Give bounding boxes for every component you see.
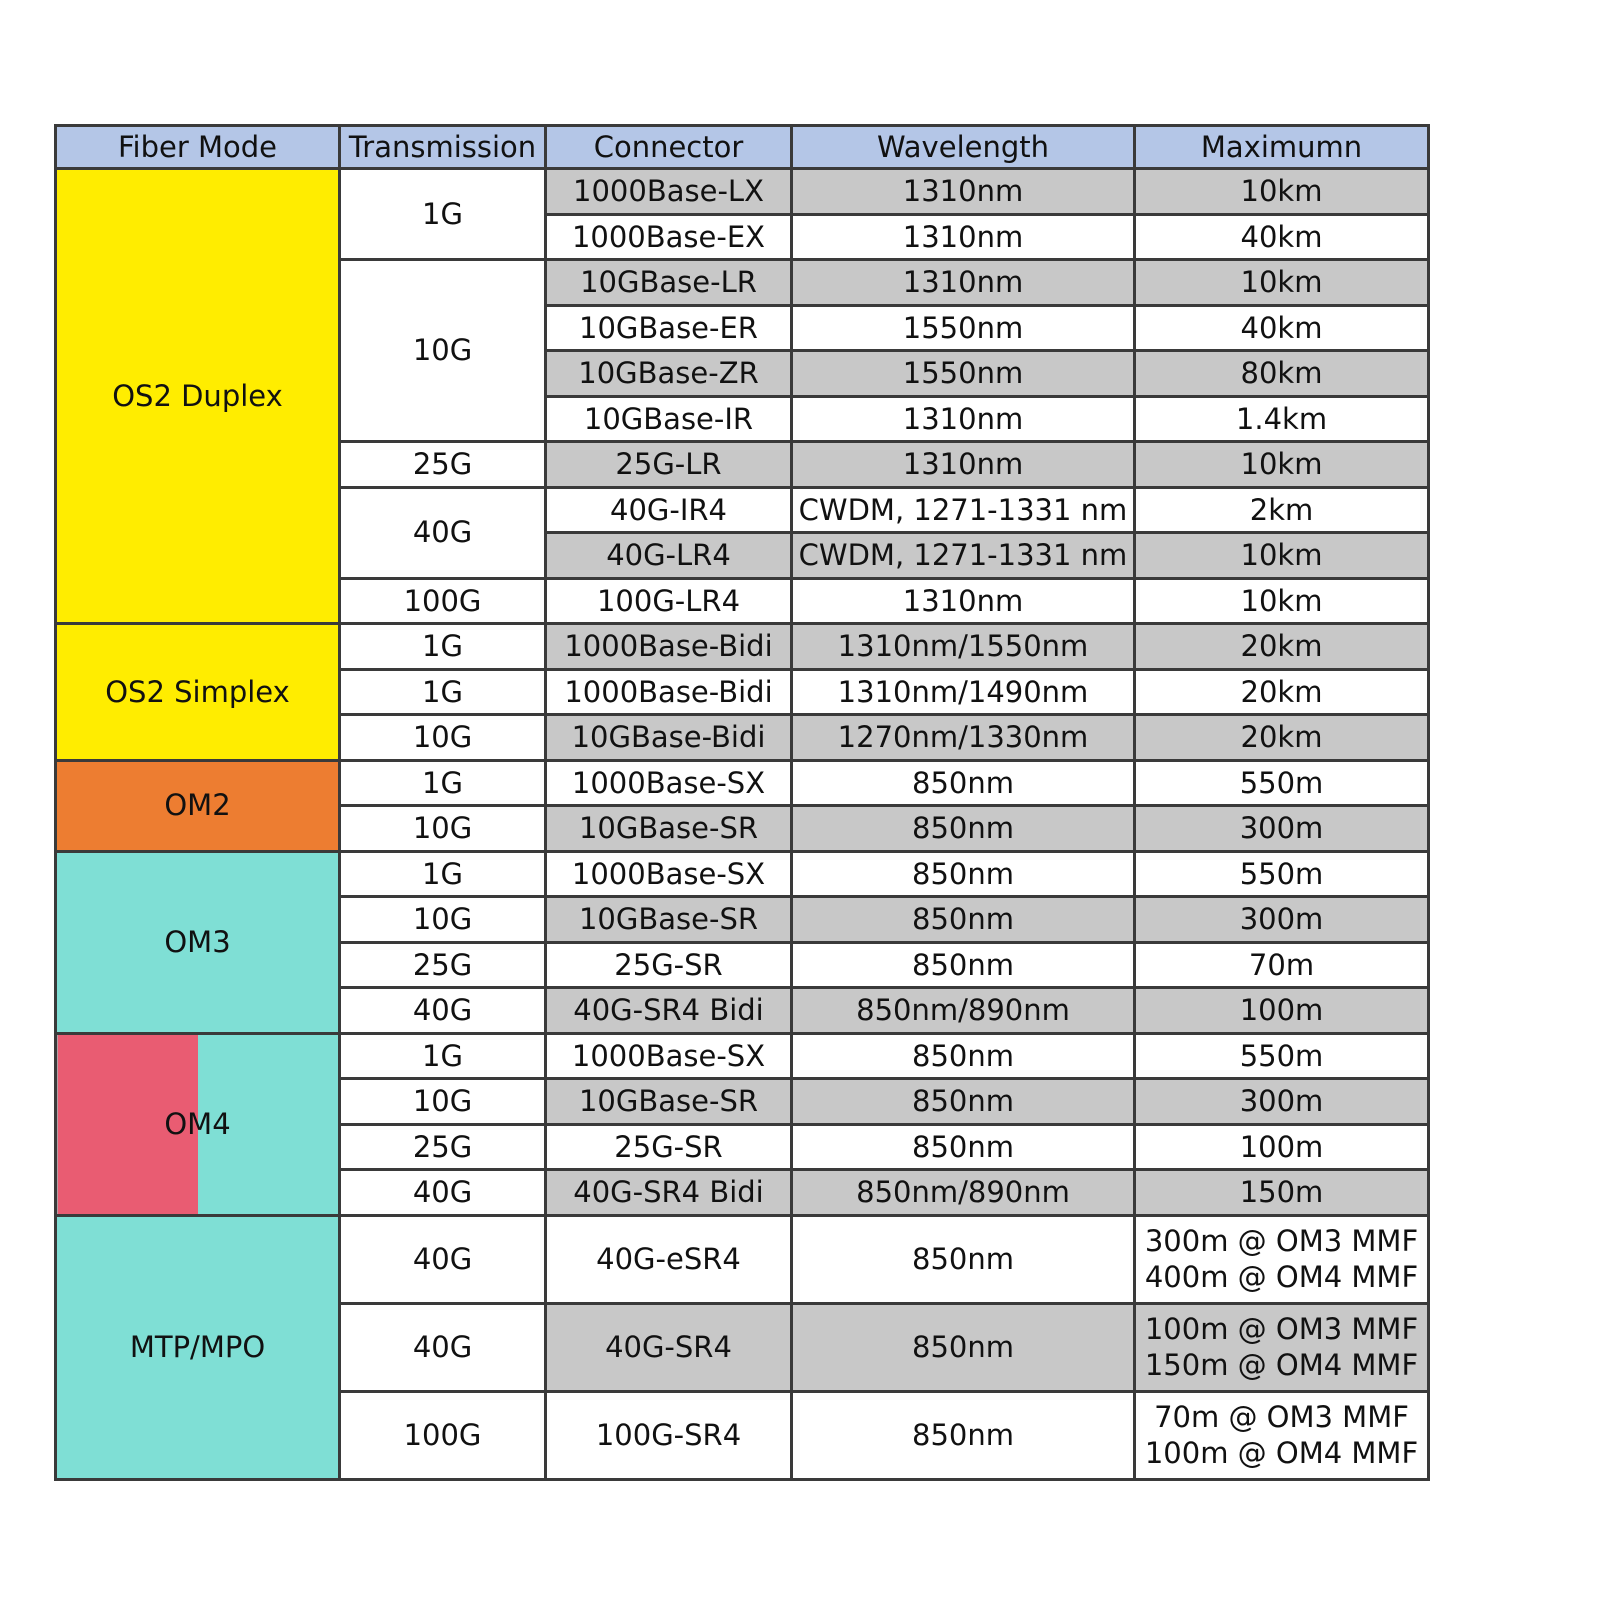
wavelength-cell: 1310nm [792, 578, 1135, 624]
connector-cell: 1000Base-SX [546, 851, 792, 897]
header-transmission: Transmission [340, 126, 546, 169]
header-wavelength: Wavelength [792, 126, 1135, 169]
table-row [56, 1215, 1429, 1303]
connector-cell: 10GBase-IR [546, 396, 792, 442]
connector-cell: 10GBase-LR [546, 260, 792, 306]
maximum-cell: 550m [1135, 760, 1429, 806]
table-row [56, 1033, 1429, 1079]
wavelength-cell: 850nm [792, 806, 1135, 852]
wavelength-cell: 850nm [792, 897, 1135, 943]
maximum-cell: 40km [1135, 214, 1429, 260]
maximum-cell: 10km [1135, 442, 1429, 488]
transmission-cell: 40G [340, 1170, 546, 1216]
wavelength-cell: 850nm [792, 942, 1135, 988]
wavelength-cell: 850nm [792, 1033, 1135, 1079]
connector-cell: 1000Base-EX [546, 214, 792, 260]
maximum-cell: 300m [1135, 1079, 1429, 1125]
transmission-cell: 100G [340, 578, 546, 624]
connector-cell: 10GBase-Bidi [546, 715, 792, 761]
connector-cell: 40G-SR4 [546, 1303, 792, 1391]
maximum-cell: 1.4km [1135, 396, 1429, 442]
connector-cell: 10GBase-SR [546, 1079, 792, 1125]
maximum-cell: 100m [1135, 1124, 1429, 1170]
wavelength-cell: 1310nm [792, 442, 1135, 488]
wavelength-cell: 850nm [792, 1124, 1135, 1170]
transmission-cell: 1G [340, 624, 546, 670]
transmission-cell: 100G [340, 1391, 546, 1479]
connector-cell: 40G-LR4 [546, 533, 792, 579]
connector-cell: 100G-LR4 [546, 578, 792, 624]
transmission-cell: 1G [340, 760, 546, 806]
connector-cell: 25G-SR [546, 1124, 792, 1170]
wavelength-cell: 850nm/890nm [792, 988, 1135, 1034]
maximum-line: 400m @ OM4 MMF [1144, 1260, 1419, 1294]
connector-cell: 1000Base-SX [546, 1033, 792, 1079]
connector-cell: 1000Base-SX [546, 760, 792, 806]
connector-cell: 40G-eSR4 [546, 1215, 792, 1303]
connector-cell: 1000Base-Bidi [546, 669, 792, 715]
mode-os2-simplex: OS2 Simplex [56, 624, 340, 761]
maximum-cell: 100m [1135, 988, 1429, 1034]
header-fiber-mode: Fiber Mode [56, 126, 340, 169]
wavelength-cell: 1270nm/1330nm [792, 715, 1135, 761]
wavelength-cell: 1310nm/1490nm [792, 669, 1135, 715]
header-row [56, 126, 1429, 169]
maximum-cell [1135, 1215, 1429, 1303]
transmission-cell: 10G [340, 260, 546, 442]
mode-mtp-mpo: MTP/MPO [56, 1215, 340, 1479]
wavelength-cell: 1310nm [792, 214, 1135, 260]
transmission-cell: 10G [340, 897, 546, 943]
mode-om3: OM3 [56, 851, 340, 1033]
wavelength-cell: 850nm [792, 760, 1135, 806]
transmission-cell: 40G [340, 487, 546, 578]
maximum-line: 150m @ OM4 MMF [1144, 1348, 1419, 1382]
transmission-cell: 1G [340, 1033, 546, 1079]
connector-cell: 100G-SR4 [546, 1391, 792, 1479]
transmission-cell: 40G [340, 988, 546, 1034]
wavelength-cell: 1310nm [792, 169, 1135, 215]
wavelength-cell: 1310nm [792, 260, 1135, 306]
maximum-cell: 70m [1135, 942, 1429, 988]
wavelength-cell: 1550nm [792, 305, 1135, 351]
wavelength-cell: CWDM, 1271-1331 nm [792, 487, 1135, 533]
maximum-cell: 300m [1135, 897, 1429, 943]
mode-om2: OM2 [56, 760, 340, 851]
connector-cell: 10GBase-SR [546, 897, 792, 943]
table-row [56, 851, 1429, 897]
maximum-cell [1135, 1391, 1429, 1479]
connector-cell: 40G-IR4 [546, 487, 792, 533]
transmission-cell: 40G [340, 1303, 546, 1391]
maximum-cell: 300m [1135, 806, 1429, 852]
wavelength-cell: 850nm [792, 1303, 1135, 1391]
transmission-cell: 40G [340, 1215, 546, 1303]
mode-om4: OM4 [56, 1033, 340, 1215]
maximum-cell: 2km [1135, 487, 1429, 533]
wavelength-cell: 1550nm [792, 351, 1135, 397]
header-connector: Connector [546, 126, 792, 169]
transmission-cell: 10G [340, 715, 546, 761]
connector-cell: 1000Base-LX [546, 169, 792, 215]
maximum-line: 100m @ OM4 MMF [1144, 1436, 1419, 1470]
transmission-cell: 1G [340, 851, 546, 897]
maximum-line: 100m @ OM3 MMF [1144, 1311, 1419, 1346]
wavelength-cell: 850nm/890nm [792, 1170, 1135, 1216]
maximum-cell: 550m [1135, 1033, 1429, 1079]
connector-cell: 25G-SR [546, 942, 792, 988]
maximum-cell: 80km [1135, 351, 1429, 397]
wavelength-cell: 1310nm [792, 396, 1135, 442]
connector-cell: 40G-SR4 Bidi [546, 1170, 792, 1216]
connector-cell: 40G-SR4 Bidi [546, 988, 792, 1034]
maximum-cell [1135, 1303, 1429, 1391]
wavelength-cell: 850nm [792, 1079, 1135, 1125]
maximum-cell: 20km [1135, 624, 1429, 670]
maximum-line: 70m @ OM3 MMF [1154, 1399, 1409, 1434]
transmission-cell: 25G [340, 942, 546, 988]
maximum-cell: 550m [1135, 851, 1429, 897]
maximum-cell: 150m [1135, 1170, 1429, 1216]
mode-os2-duplex: OS2 Duplex [56, 169, 340, 624]
wavelength-cell: 850nm [792, 851, 1135, 897]
maximum-cell: 20km [1135, 715, 1429, 761]
transmission-cell: 10G [340, 806, 546, 852]
maximum-cell: 40km [1135, 305, 1429, 351]
maximum-line: 300m @ OM3 MMF [1144, 1223, 1419, 1258]
maximum-cell: 10km [1135, 533, 1429, 579]
connector-cell: 1000Base-Bidi [546, 624, 792, 670]
connector-cell: 10GBase-ER [546, 305, 792, 351]
wavelength-cell: 1310nm/1550nm [792, 624, 1135, 670]
connector-cell: 25G-LR [546, 442, 792, 488]
transmission-cell: 25G [340, 1124, 546, 1170]
transmission-cell: 10G [340, 1079, 546, 1125]
maximum-cell: 10km [1135, 169, 1429, 215]
maximum-cell: 20km [1135, 669, 1429, 715]
transmission-cell: 25G [340, 442, 546, 488]
fiber-spec-table [54, 124, 1430, 1481]
table-row [56, 169, 1429, 215]
connector-cell: 10GBase-ZR [546, 351, 792, 397]
wavelength-cell: 850nm [792, 1391, 1135, 1479]
header-maximum: Maximumn [1135, 126, 1429, 169]
table-row [56, 760, 1429, 806]
wavelength-cell: CWDM, 1271-1331 nm [792, 533, 1135, 579]
table-row [56, 624, 1429, 670]
transmission-cell: 1G [340, 169, 546, 260]
transmission-cell: 1G [340, 669, 546, 715]
connector-cell: 10GBase-SR [546, 806, 792, 852]
wavelength-cell: 850nm [792, 1215, 1135, 1303]
maximum-cell: 10km [1135, 260, 1429, 306]
maximum-cell: 10km [1135, 578, 1429, 624]
